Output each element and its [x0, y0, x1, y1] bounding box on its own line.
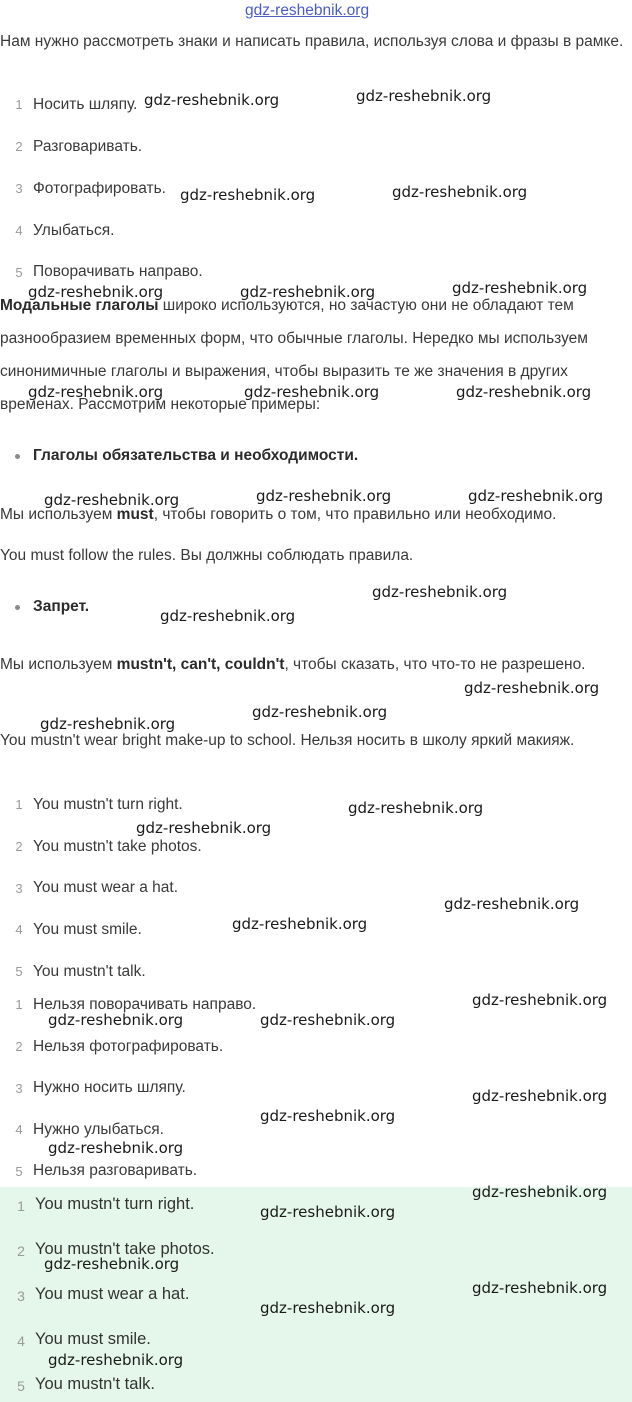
- watermark: gdz-reshebnik.org: [252, 703, 388, 721]
- list-number: 1: [15, 997, 23, 1012]
- bullet-dot: [15, 454, 20, 459]
- watermark: gdz-reshebnik.org: [48, 1139, 184, 1157]
- list-number: 2: [15, 139, 23, 154]
- watermark: gdz-reshebnik.org: [256, 487, 392, 505]
- watermark: gdz-reshebnik.org: [468, 487, 604, 505]
- watermark: gdz-reshebnik.org: [40, 715, 176, 733]
- watermark: gdz-reshebnik.org: [392, 183, 528, 201]
- must-example: You must follow the rules. Вы должны соблюдать правила.: [0, 547, 414, 564]
- mustnt-paragraph: [0, 648, 632, 681]
- watermark: gdz-reshebnik.org: [444, 895, 580, 913]
- bullet-dot: [15, 605, 20, 610]
- list-item: You must wear a hat.: [33, 879, 179, 896]
- list-item: Нельзя поворачивать направо.: [33, 996, 257, 1013]
- watermark: gdz-reshebnik.org: [48, 1351, 184, 1369]
- watermark: gdz-reshebnik.org: [464, 679, 600, 697]
- watermark: gdz-reshebnik.org: [260, 1107, 396, 1125]
- list-item: Фотографировать.: [33, 180, 166, 197]
- must-pre: Мы используем: [0, 506, 117, 523]
- watermark: gdz-reshebnik.org: [160, 607, 296, 625]
- list-number: 5: [15, 265, 23, 280]
- list-item: You must smile.: [33, 921, 142, 938]
- list-number: 5: [15, 1164, 23, 1179]
- watermark: gdz-reshebnik.org: [452, 279, 588, 297]
- list-item: Нужно улыбаться.: [33, 1121, 164, 1138]
- watermark: gdz-reshebnik.org: [48, 1011, 184, 1029]
- watermark: gdz-reshebnik.org: [136, 819, 272, 837]
- bullet-heading-prohibition: Запрет.: [33, 598, 90, 615]
- list-number: 3: [15, 1081, 23, 1096]
- watermark: gdz-reshebnik.org: [456, 383, 592, 401]
- watermark: gdz-reshebnik.org: [232, 915, 368, 933]
- list-number: 2: [17, 1243, 25, 1259]
- watermark: gdz-reshebnik.org: [28, 383, 164, 401]
- list-item: Нужно носить шляпу.: [33, 1079, 186, 1096]
- list-number: 1: [15, 797, 23, 812]
- list-number: 3: [15, 181, 23, 196]
- list-item: Улыбаться.: [33, 222, 115, 239]
- watermark: gdz-reshebnik.org: [144, 91, 280, 109]
- watermark: gdz-reshebnik.org: [472, 991, 608, 1009]
- list-number: 3: [17, 1288, 25, 1304]
- list-number: 4: [17, 1333, 25, 1349]
- watermark: gdz-reshebnik.org: [472, 1087, 608, 1105]
- watermark: gdz-reshebnik.org: [180, 186, 316, 204]
- modal-verbs-paragraph: [0, 289, 632, 421]
- list-number: 1: [17, 1198, 25, 1214]
- list-number: 3: [15, 881, 23, 896]
- list-number: 5: [15, 964, 23, 979]
- list-number: 5: [17, 1378, 25, 1394]
- watermark: gdz-reshebnik.org: [28, 283, 164, 301]
- list-item: You mustn't take photos.: [33, 838, 202, 855]
- watermark: gdz-reshebnik.org: [44, 1255, 180, 1273]
- watermark: gdz-reshebnik.org: [244, 383, 380, 401]
- list-number: 4: [15, 223, 23, 238]
- list-item: You mustn't talk.: [33, 963, 146, 980]
- watermark: gdz-reshebnik.org: [260, 1011, 396, 1029]
- list-number: 2: [15, 839, 23, 854]
- list-number: 4: [15, 1122, 23, 1137]
- answer-item: You mustn't talk.: [35, 1375, 155, 1393]
- site-header-link[interactable]: gdz-reshebnik.org: [245, 2, 370, 19]
- list-number: 4: [15, 922, 23, 937]
- list-number: 1: [15, 97, 23, 112]
- modal-verbs-term: Модальные глаголы: [0, 297, 159, 314]
- watermark: gdz-reshebnik.org: [356, 87, 492, 105]
- watermark: gdz-reshebnik.org: [472, 1279, 608, 1297]
- answer-item: You must wear a hat.: [35, 1285, 190, 1303]
- mustnt-example: You mustn't wear bright make-up to school. Нельзя носить в школу яркий макияж.: [0, 732, 575, 749]
- list-item: Нельзя фотографировать.: [33, 1038, 224, 1055]
- mustnt-term: mustn't, can't, couldn't: [116, 656, 285, 673]
- answer-item: You mustn't turn right.: [35, 1195, 195, 1213]
- list-item: You mustn't turn right.: [33, 796, 183, 813]
- watermark: gdz-reshebnik.org: [260, 1203, 396, 1221]
- mustnt-pre: Мы используем: [0, 656, 117, 673]
- answer-item: You mustn't take photos.: [35, 1240, 215, 1258]
- answer-item: You must smile.: [35, 1330, 151, 1348]
- mustnt-post: , чтобы сказать, что что-то не разрешено.: [284, 656, 586, 673]
- watermark: gdz-reshebnik.org: [348, 799, 484, 817]
- list-item: Поворачивать направо.: [33, 263, 203, 280]
- must-post: , чтобы говорить о том, что правильно или необходимо.: [153, 506, 557, 523]
- list-number: 2: [15, 1039, 23, 1054]
- bullet-heading-obligation: Глаголы обязательства и необходимости.: [33, 447, 359, 464]
- must-term: must: [116, 506, 154, 523]
- list-item: Разговаривать.: [33, 138, 143, 155]
- watermark: gdz-reshebnik.org: [44, 491, 180, 509]
- watermark: gdz-reshebnik.org: [372, 583, 508, 601]
- modal-verbs-text: широко используются, но зачастую они не обладают тем разнообразием временных форм, что обычные глаголы. Нередко мы используем синонимичные глаголы и выражения, чтобы выразить те же значения в других временах. Рассмотрим некоторые примеры:: [0, 297, 588, 413]
- list-item: Нельзя разговаривать.: [33, 1162, 198, 1179]
- watermark: gdz-reshebnik.org: [472, 1183, 608, 1201]
- list-item: Носить шляпу.: [33, 96, 138, 113]
- watermark: gdz-reshebnik.org: [240, 283, 376, 301]
- watermark: gdz-reshebnik.org: [260, 1299, 396, 1317]
- intro-text: Нам нужно рассмотреть знаки и написать правила, используя слова и фразы в рамке.: [0, 33, 624, 50]
